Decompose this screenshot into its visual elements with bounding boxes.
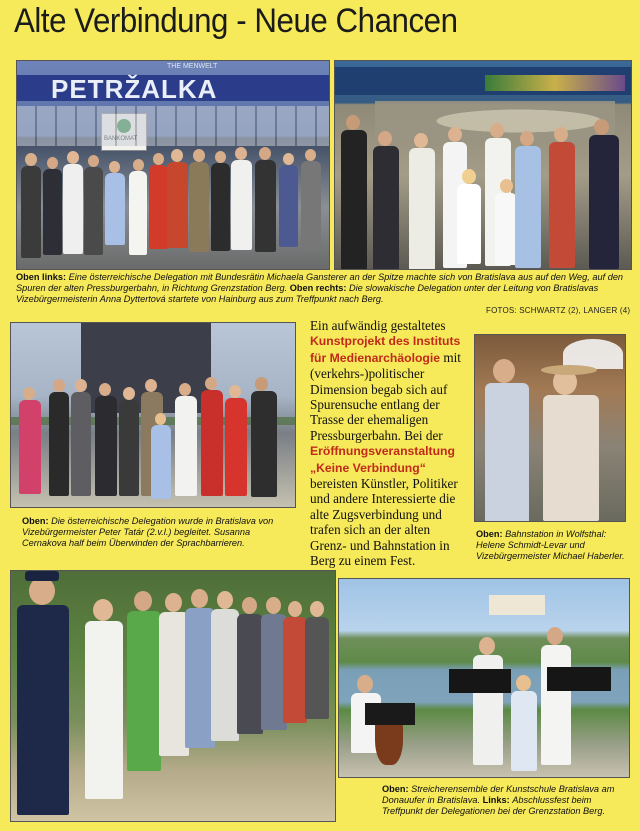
photo-bratislava-delegation: [10, 322, 296, 508]
caption-top-left-label: Oben links:: [16, 272, 67, 282]
station-sign-top: THE MENWELT: [167, 63, 218, 70]
station-sign: PETRŽALKA: [51, 74, 218, 104]
caption-bottom-left-label: Links:: [482, 795, 510, 806]
article-intro: Ein aufwändig gestaltetes: [310, 318, 446, 333]
caption-mid-left: [22, 516, 294, 550]
caption-mid-left-label: Oben:: [22, 516, 49, 526]
caption-mid-left-text: Die österreichische Delegation wurde in Bratislava von Vizebürgermeister Peter Tatár (2.v.l.) begleitet. Susanna Cernakova half beim Überwinden der Sprachbarrieren.: [22, 516, 274, 549]
article-body: [310, 318, 466, 569]
caption-bottom-top-text: Streicherensemble der Kunstschule Bratislava am Donauufer in Bratislava.: [382, 784, 615, 806]
caption-top-right-label: Oben rechts:: [289, 283, 347, 294]
caption-mid-right-text: Bahnstation in Wolfsthal: Helene Schmidt-Levar und Vizebürgermeister Michael Haberler.: [476, 529, 625, 562]
caption-bottom-top-label: Oben:: [382, 784, 409, 794]
article-middle: mit (verkehrs-)politischer Dimension begab sich auf Spurensuche entlang der Trasse der ehemaligen Pressburgerbahn. Bei der: [310, 349, 461, 443]
caption-bottom: [382, 784, 628, 818]
headline: Alte Verbindung - Neue Chancen: [14, 2, 458, 40]
caption-top-left-text: Eine österreichische Delegation mit Bundesrätin Michaela Gansterer an der Spitze machte sich von Bratislava aus auf den Weg, auf den Spuren der alten Pressburgerbahn, in Richtung Grenzstation Berg.: [16, 272, 624, 294]
caption-top: [16, 272, 630, 306]
caption-top-right-text: Die slowakische Delegation unter der Leitung von Bratislavas Vizebürgermeisterin Anna Dyttertová startete von Hainburg aus zum Treffpunkt nach Berg.: [16, 283, 599, 305]
caption-bottom-left-text: Abschlussfest beim Treffpunkt der Delegationen bei der Grenzstation Berg.: [382, 795, 606, 817]
article-end: bereisten Künstler, Politiker und andere Interessierte die alte Zugsverbindung und trafen sich an der alten Grenz- und Bahnstation in Berg zu einem Fest.: [310, 476, 458, 569]
article-highlight-event: Eröffnungsveranstaltung „Keine Verbindung“: [310, 444, 455, 475]
photo-wolfsthal: [474, 334, 626, 522]
photo-string-ensemble: [338, 578, 630, 778]
photo-credit: FOTOS: SCHWARTZ (2), LANGER (4): [486, 306, 631, 315]
photo-berg-celebration: [10, 570, 336, 822]
caption-mid-right: [476, 529, 628, 563]
photo-petrzalka-station: [16, 60, 330, 270]
caption-mid-right-label: Oben:: [476, 529, 503, 539]
photo-slovak-delegation: [334, 60, 632, 270]
article-highlight-project: Kunstprojekt des Instituts für Medienarchäologie: [310, 334, 461, 365]
